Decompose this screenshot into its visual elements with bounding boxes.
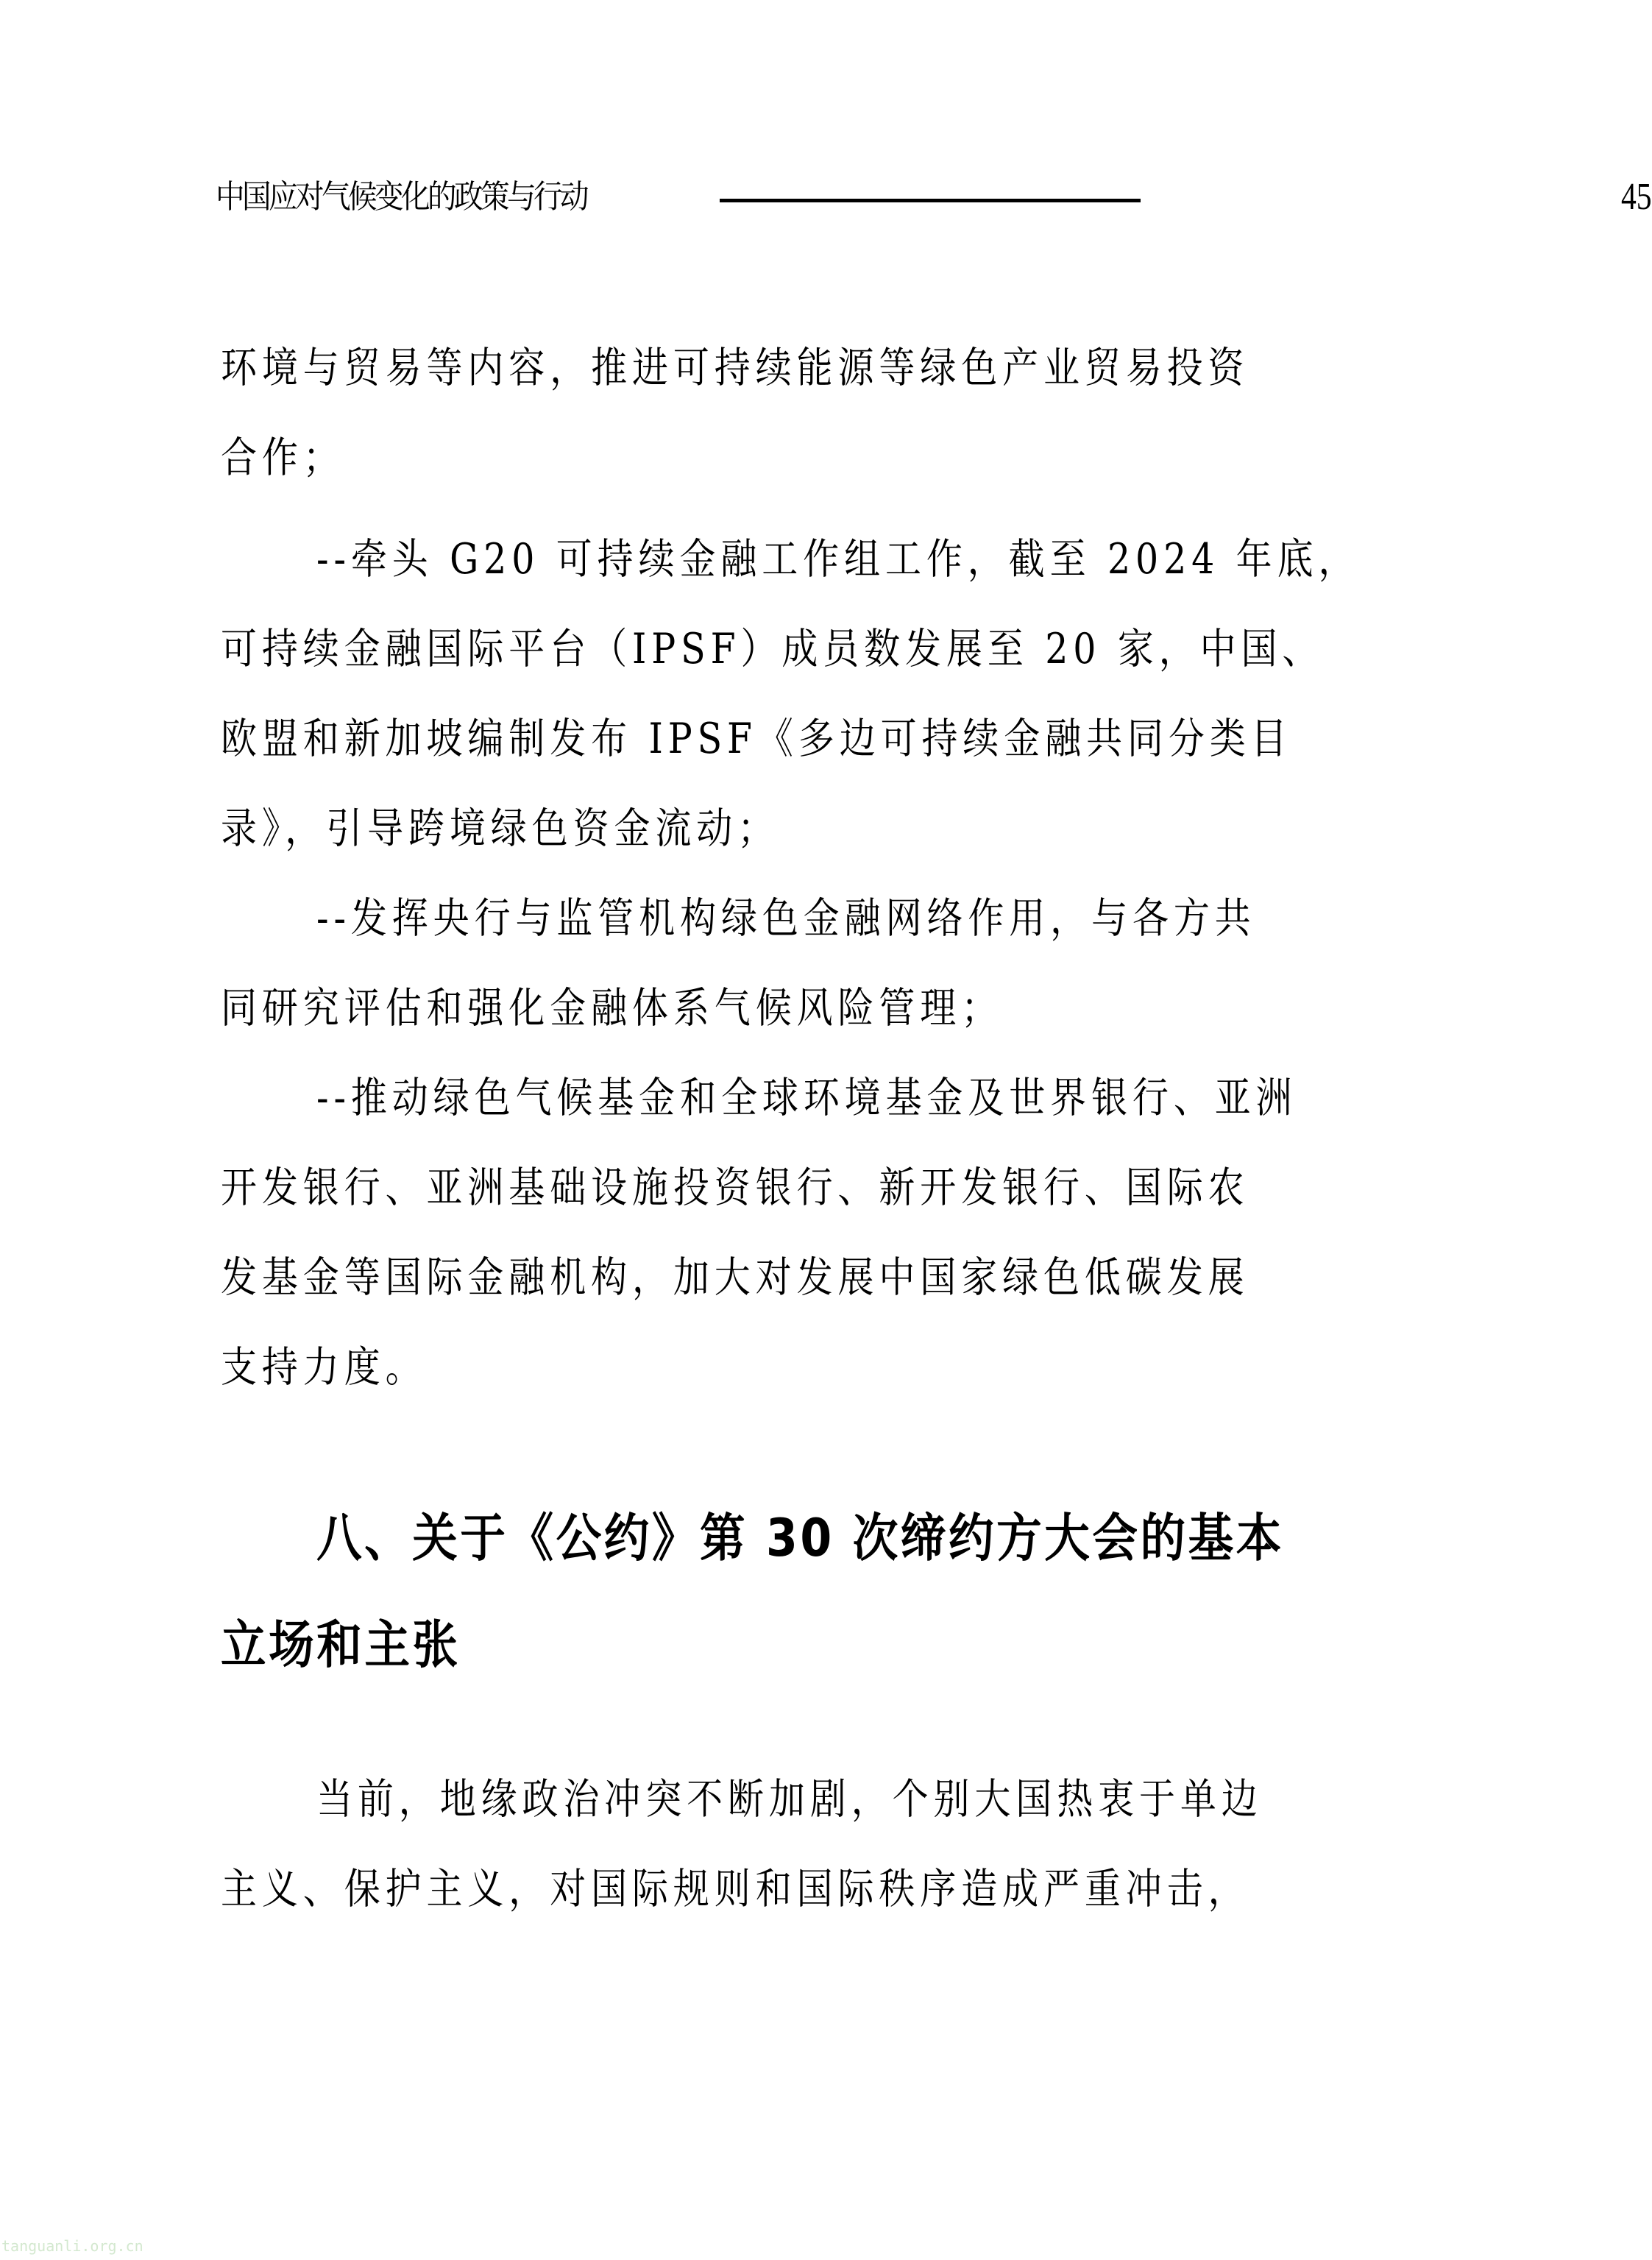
text-line: 当前，地缘政治冲突不断加剧，个别大国热衷于单边 xyxy=(316,1775,1263,1824)
running-title: 中国应对气候变化的政策与行动 xyxy=(216,178,586,216)
text-line: 录》，引导跨境绿色资金流动； xyxy=(221,804,779,853)
header-rule xyxy=(720,199,1141,202)
text-line: 欧盟和新加坡编制发布 IPSF《多边可持续金融共同分类目 xyxy=(221,715,1292,763)
text-line: 环境与贸易等内容，推进可持续能源等绿色产业贸易投资 xyxy=(221,344,1249,392)
text-line: 支持力度。 xyxy=(221,1343,427,1392)
text-line: 合作； xyxy=(221,433,344,482)
watermark: tanguanli.org.cn xyxy=(1,2237,143,2255)
heading-line: 八、关于《公约》第 30 次缔约方大会的基本 xyxy=(316,1508,1284,1568)
page-header xyxy=(216,175,1652,219)
text-line: 主义、保护主义，对国际规则和国际秩序造成严重冲击， xyxy=(221,1865,1249,1913)
text-line: 可持续金融国际平台（IPSF）成员数发展至 20 家，中国、 xyxy=(221,625,1324,673)
text-line: 开发银行、亚洲基础设施投资银行、新开发银行、国际农 xyxy=(221,1163,1249,1212)
page-number: 45 xyxy=(1621,176,1652,218)
text-line: 同研究评估和强化金融体系气候风险管理； xyxy=(221,984,1003,1032)
text-line: --发挥央行与监管机构绿色金融网络作用，与各方共 xyxy=(316,894,1256,943)
text-line: --牵头 G20 可持续金融工作组工作，截至 2024 年底， xyxy=(316,535,1360,584)
text-line: --推动绿色气候基金和全球环境基金及世界银行、亚洲 xyxy=(316,1074,1297,1122)
text-line: 发基金等国际金融机构，加大对发展中国家绿色低碳发展 xyxy=(221,1253,1249,1302)
heading-line: 立场和主张 xyxy=(221,1615,461,1675)
